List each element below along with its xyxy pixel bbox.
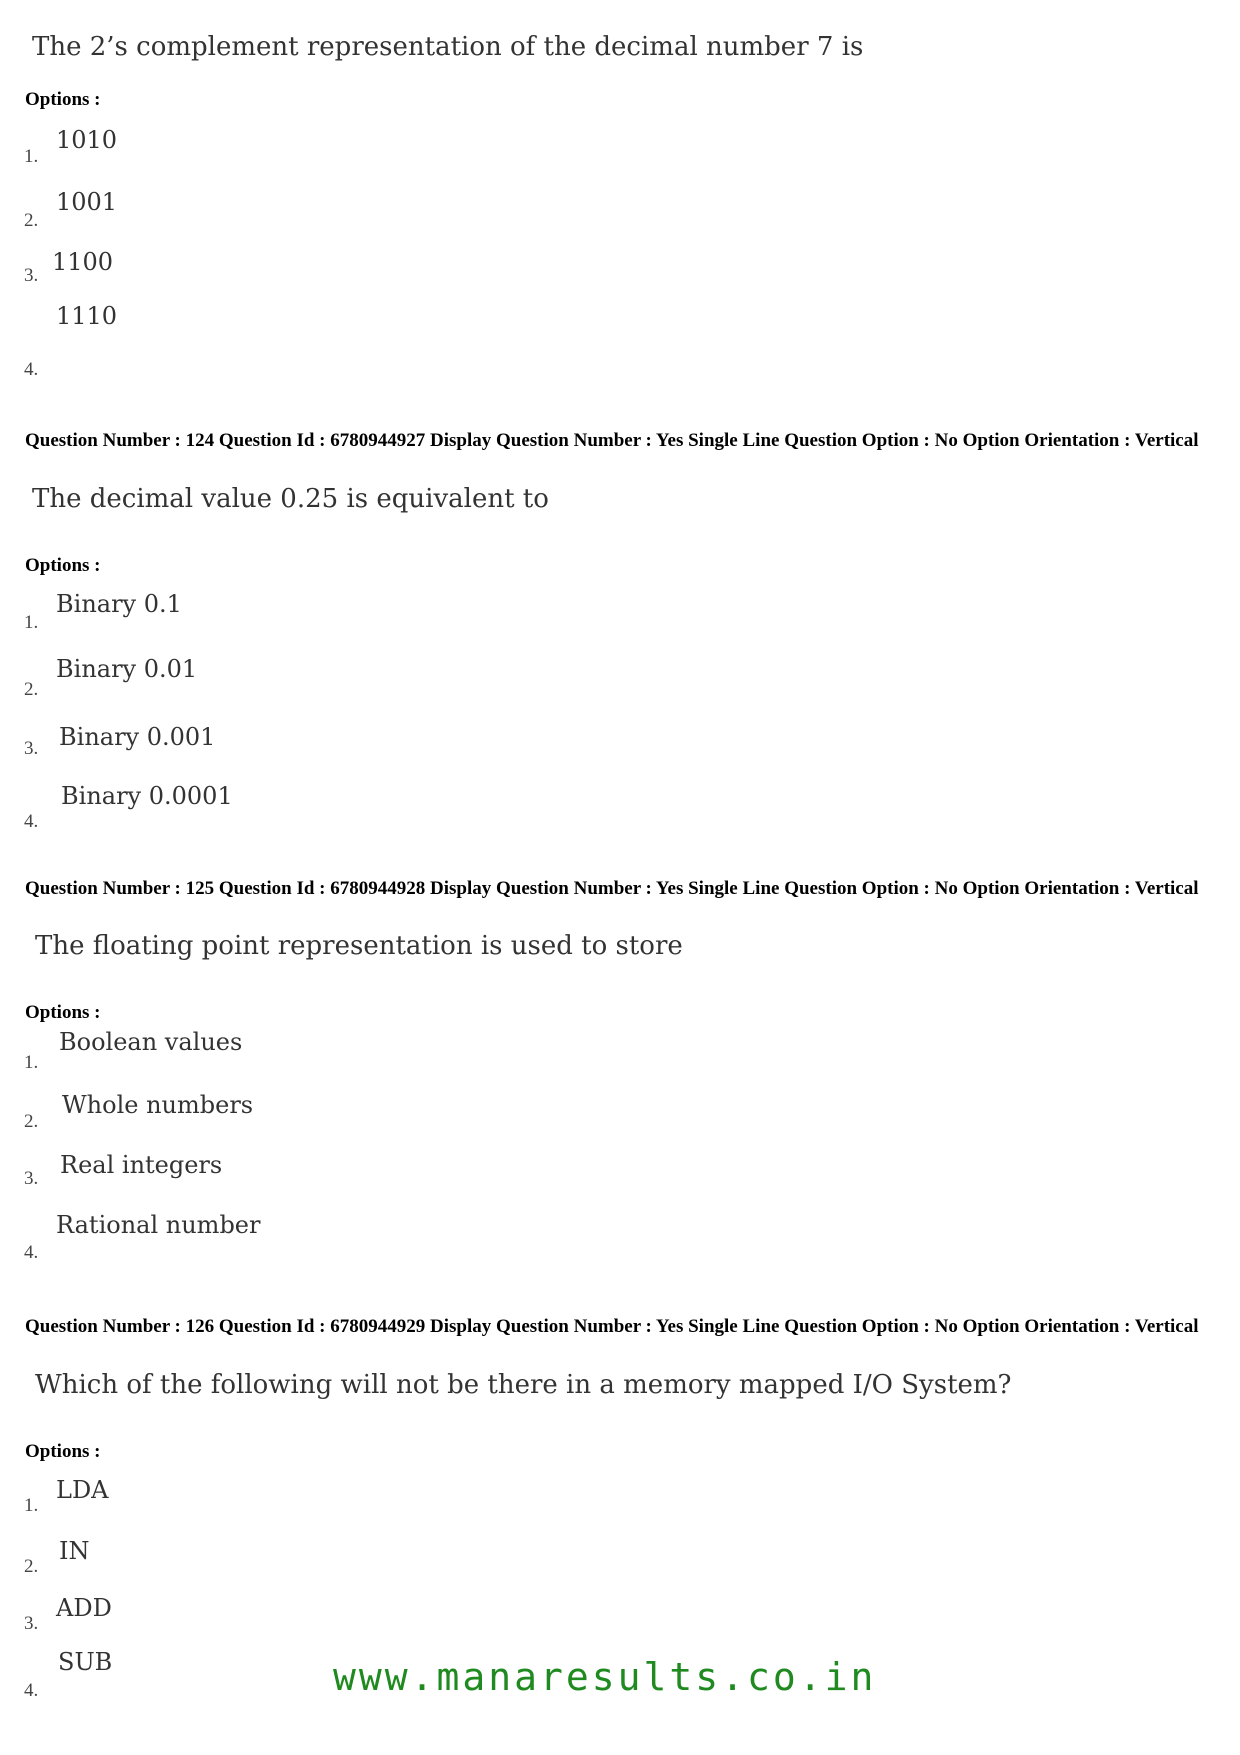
- question-text: Which of the following will not be there in a memory mapped I/O System?: [35, 1370, 1012, 1400]
- question-meta: Question Number : 125 Question Id : 6780944928 Display Question Number : Yes Single Line Question Option : No Option Orientation : Vertical: [25, 878, 1199, 899]
- options-label: Options :: [25, 555, 101, 576]
- option-number: 3.: [24, 738, 39, 759]
- option-number: 3.: [24, 265, 39, 286]
- option-text: Real integers: [60, 1151, 223, 1179]
- option-text: Rational number: [56, 1211, 261, 1239]
- option-text: Binary 0.01: [56, 655, 198, 683]
- option-number: 4.: [24, 1242, 39, 1263]
- option-text: IN: [59, 1537, 90, 1565]
- option-text: SUB: [58, 1648, 113, 1676]
- question-meta: Question Number : 126 Question Id : 6780944929 Display Question Number : Yes Single Line Question Option : No Option Orientation : Vertical: [25, 1316, 1199, 1337]
- option-number: 2.: [24, 679, 39, 700]
- option-number: 3.: [24, 1613, 39, 1634]
- option-number: 4.: [24, 811, 39, 832]
- option-text: 1110: [56, 302, 118, 330]
- option-text: LDA: [56, 1476, 109, 1504]
- options-label: Options :: [25, 1441, 101, 1462]
- options-label: Options :: [25, 1002, 101, 1023]
- question-text: The floating point representation is used to store: [35, 931, 683, 961]
- option-number: 3.: [24, 1168, 39, 1189]
- option-number: 1.: [24, 1495, 39, 1516]
- option-text: Binary 0.0001: [61, 782, 233, 810]
- option-number: 1.: [24, 146, 39, 167]
- option-number: 4.: [24, 1680, 39, 1701]
- option-number: 2.: [24, 1556, 39, 1577]
- option-text: Boolean values: [59, 1028, 243, 1056]
- option-text: 1001: [56, 188, 118, 216]
- option-number: 4.: [24, 359, 39, 380]
- option-text: ADD: [56, 1594, 112, 1622]
- question-meta: Question Number : 124 Question Id : 6780944927 Display Question Number : Yes Single Line Question Option : No Option Orientation : Vertical: [25, 430, 1199, 451]
- option-number: 2.: [24, 1111, 39, 1132]
- question-text: The 2’s complement representation of the decimal number 7 is: [32, 32, 864, 62]
- option-number: 1.: [24, 612, 39, 633]
- options-label: Options :: [25, 89, 101, 110]
- option-text: Whole numbers: [62, 1091, 254, 1119]
- option-number: 1.: [24, 1052, 39, 1073]
- option-text: 1010: [56, 126, 118, 154]
- option-number: 2.: [24, 210, 39, 231]
- option-text: 1100: [52, 248, 114, 276]
- question-text: The decimal value 0.25 is equivalent to: [32, 484, 549, 514]
- watermark-url: www.manaresults.co.in: [333, 1655, 877, 1699]
- option-text: Binary 0.1: [56, 590, 182, 618]
- option-text: Binary 0.001: [59, 723, 216, 751]
